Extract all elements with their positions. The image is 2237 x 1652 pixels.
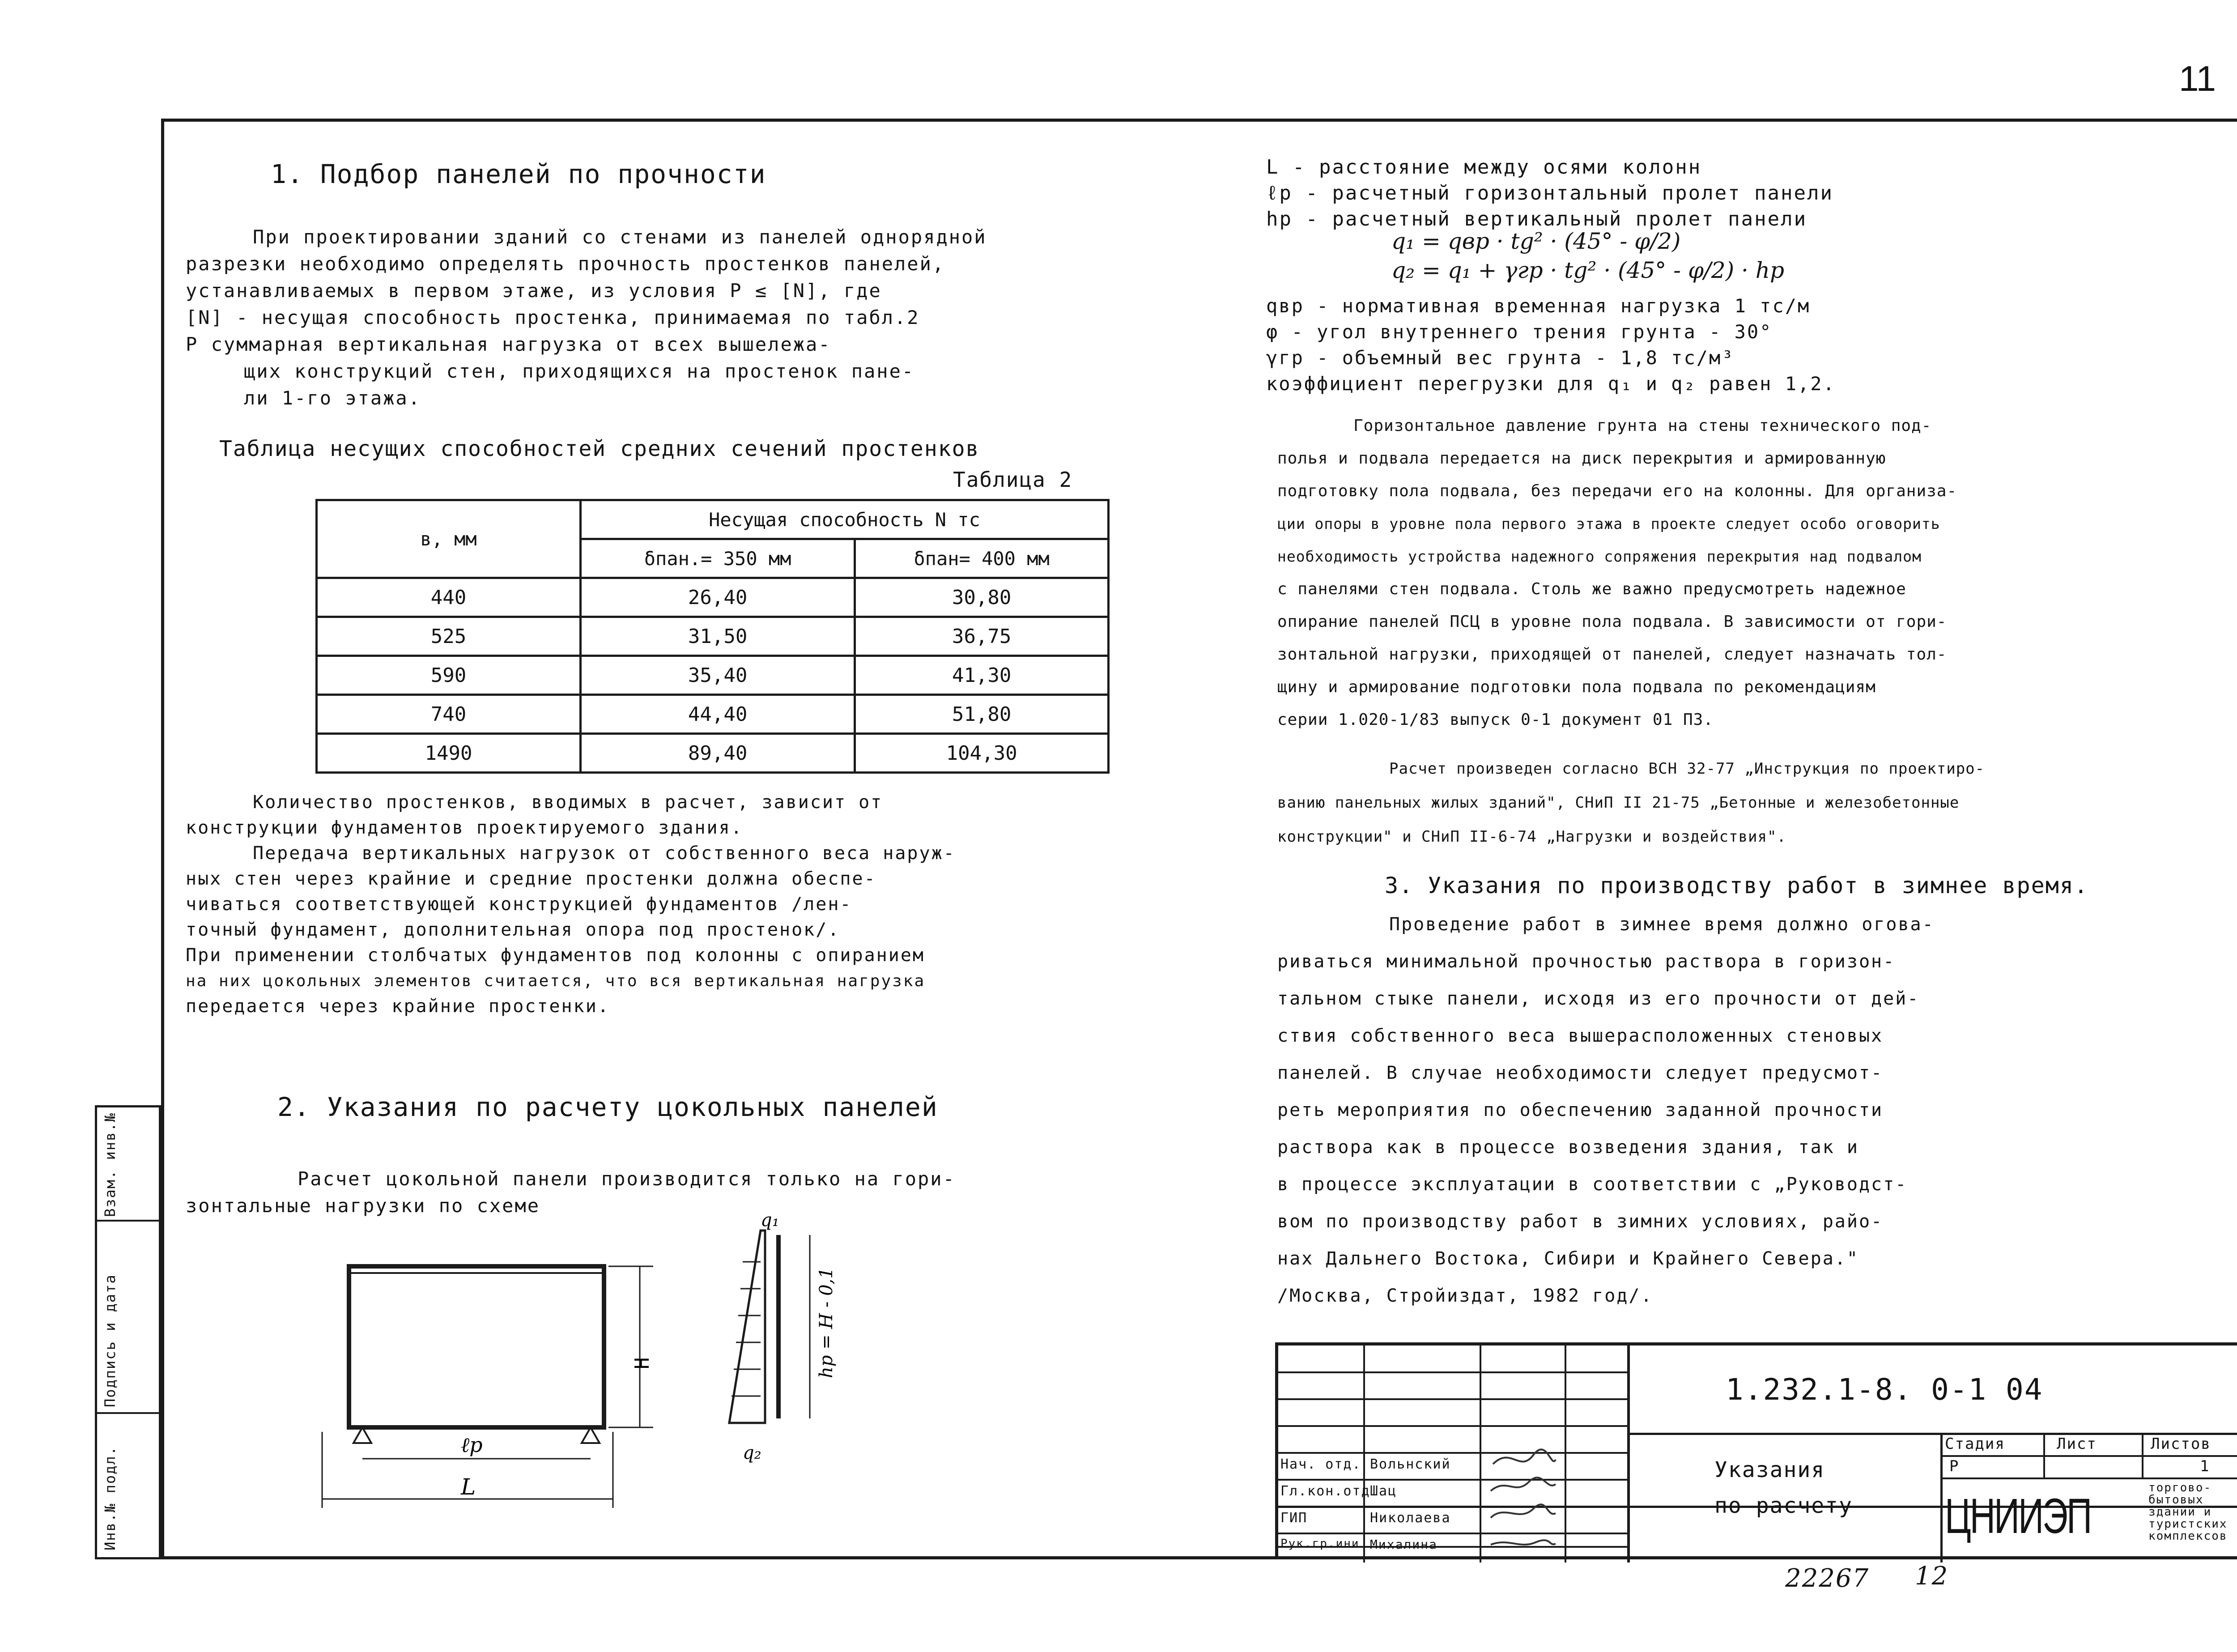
def-line: L - расстояние между осями колонн <box>1266 156 1702 179</box>
name-1: Вольнский <box>1370 1456 1451 1472</box>
text-line: ванию панельных жилых зданий", СНиП II 21-75 „Бетонные и железобетонные <box>1277 794 1960 812</box>
q1-label: q₁ <box>761 1210 779 1230</box>
q2-label: q₂ <box>743 1443 761 1463</box>
table-row <box>317 656 1109 695</box>
text-line: Проведение работ в зимнее время должно огова- <box>1389 914 1935 935</box>
pressure-trapezoid <box>729 1230 765 1423</box>
text-line: При применении столбчатых фундаментов под колонны с опиранием <box>186 945 925 966</box>
support-left <box>353 1427 371 1443</box>
right-paragraph-3 <box>1277 906 1935 1315</box>
text-line: P суммарная вертикальная нагрузка от всех вышележа- <box>186 333 831 355</box>
side-label-signature: Подпись и дата <box>102 1274 119 1407</box>
text-line: риваться минимальной прочностью раствора в горизон- <box>1277 951 1896 972</box>
table-label: Таблица 2 <box>953 468 1073 492</box>
text-line: разрезки необходимо определять прочность простенков панелей, <box>186 253 945 275</box>
text-line: нах Дальнего Востока, Сибири и Крайнего Севера." <box>1277 1248 1859 1269</box>
right-paragraph-2 <box>1277 752 1985 854</box>
grid-line <box>1278 1533 1627 1534</box>
formula-q2: q₂ = q₁ + γгр · tg² · (45° - φ/2) · hр <box>1391 257 1785 283</box>
grid-line <box>1278 1371 1627 1373</box>
col-b-header: в, мм <box>317 500 581 578</box>
grid-line <box>1278 1425 1627 1427</box>
table-row <box>317 695 1109 734</box>
archive-sheet: 12 <box>1915 1562 1949 1591</box>
grid-line <box>1278 1452 1627 1454</box>
def-line: γгр - объемный вес грунта - 1,8 тс/м³ <box>1266 347 1735 369</box>
cell-v400: 36,75 <box>855 617 1109 656</box>
def-line: qвр - нормативная временная нагрузка 1 тс/м <box>1266 295 1811 317</box>
sheets-header: Листов <box>2151 1435 2211 1453</box>
side-label-inventory: Инв.№ подл. <box>102 1446 119 1550</box>
def-line: ℓр - расчетный горизонтальный пролет панели <box>1266 182 1833 204</box>
text-line: полья и подвала передается на диск перекрытия и армированную <box>1277 449 1886 468</box>
page-number: 11 <box>2179 59 2216 98</box>
grid-line <box>1480 1345 1481 1563</box>
side-cell-3 <box>97 1414 159 1557</box>
text-line: с панелями стен подвала. Столь же важно предусмотреть надежное <box>1277 580 1906 598</box>
text-line: ствия собственного веса вышерасположенных стеновых <box>1277 1026 1884 1046</box>
text-line: серии 1.020-1/83 выпуск 0-1 документ 01 ПЗ. <box>1277 711 1714 729</box>
name-4: Михалина <box>1370 1537 1437 1552</box>
table-row <box>317 578 1109 617</box>
text-line: ных стен через крайние и средние простенки должна обеспе- <box>186 869 876 889</box>
text-line: панелей. В случае необходимости следует предусмот- <box>1277 1063 1884 1083</box>
text-line: подготовку пола подвала, без передачи его на колонны. Для организа- <box>1277 482 1957 500</box>
text-line: конструкции фундаментов проектируемого здания. <box>186 817 743 838</box>
grid-line <box>2043 1433 2045 1477</box>
role-3: ГИП <box>1280 1510 1308 1526</box>
definitions-block <box>1266 154 1833 232</box>
cell-v350: 35,40 <box>581 656 855 695</box>
cell-v400: 104,30 <box>855 734 1109 773</box>
side-cell-1 <box>97 1107 159 1222</box>
text-line: опирание панелей ПСЦ в уровне пола подвала. В зависимости от гори- <box>1277 613 1947 631</box>
cell-v400: 41,30 <box>855 656 1109 695</box>
sheet-header: Лист <box>2057 1435 2097 1453</box>
grid-line <box>1278 1479 1627 1481</box>
text-line: Количество простенков, вводимых в расчет, зависит от <box>253 792 883 813</box>
cell-b: 525 <box>317 617 581 656</box>
grid-line <box>1627 1433 2237 1435</box>
side-strip <box>95 1105 161 1559</box>
text-line: Передача вертикальных нагрузок от собственного веса наруж- <box>253 843 956 864</box>
grid-line <box>1940 1455 2237 1457</box>
text-line: При проектировании зданий со стенами из панелей однорядной <box>253 226 987 248</box>
table-title: Таблица несущих способностей средних сечений простенков <box>219 436 980 461</box>
org-line: зданий и <box>2148 1505 2212 1519</box>
text-line: на них цокольных элементов считается, что вся вертикальная нагрузка <box>186 972 926 990</box>
text-line: передается через крайние простенки. <box>186 996 610 1017</box>
cell-v350: 26,40 <box>581 578 855 617</box>
grid-line <box>1940 1433 1943 1563</box>
org-name <box>2148 1482 2228 1542</box>
grid-line <box>1940 1477 2237 1479</box>
signatures <box>1484 1446 1560 1560</box>
text-line: необходимость устройства надежного сопряжения перекрытия над подвалом <box>1277 548 1922 565</box>
definitions-block-2 <box>1266 293 1836 397</box>
section1-title: 1. Подбор панелей по прочности <box>271 159 766 189</box>
cell-v350: 44,40 <box>581 695 855 734</box>
col-group-header: Несущая способность N тс <box>581 500 1109 539</box>
title-block <box>1275 1342 2237 1559</box>
text-line: /Москва, Стройиздат, 1982 год/. <box>1277 1286 1653 1306</box>
hp-label: hр = H - 0,1 <box>816 1267 837 1378</box>
role-1: Нач. отд. <box>1280 1456 1361 1472</box>
archive-number: 22267 <box>1785 1564 1870 1593</box>
side-cell-2 <box>97 1222 159 1414</box>
text-line: реть мероприятия по обеспечению заданной прочности <box>1277 1100 1884 1120</box>
cell-b: 440 <box>317 578 581 617</box>
right-paragraph-1 <box>1277 409 1957 736</box>
cell-b: 590 <box>317 656 581 695</box>
text-line: ции опоры в уровне пола первого этажа в проекте следует особо оговорить <box>1277 515 1940 532</box>
col-400-header: δпан= 400 мм <box>855 539 1109 578</box>
text-line: раствора как в процессе возведения здания, так и <box>1277 1137 1859 1158</box>
signature-1 <box>1493 1449 1556 1464</box>
signature-3 <box>1491 1504 1556 1518</box>
org-line: торгово- <box>2148 1481 2212 1494</box>
name-3: Николаева <box>1370 1510 1451 1526</box>
section3-title: 3. Указания по производству работ в зимнее время. <box>1385 873 2089 898</box>
def-line: коэффициент перегрузки для q₁ и q₂ равен 1,2. <box>1266 373 1836 395</box>
def-line: hр - расчетный вертикальный пролет панели <box>1266 208 1807 230</box>
text-line: щих конструкций стен, приходящихся на простенок пане- <box>244 360 915 382</box>
lp-label: ℓр <box>461 1433 483 1457</box>
name-2: Шац <box>1370 1483 1397 1499</box>
support-right <box>582 1427 600 1443</box>
L-label: L <box>461 1474 476 1500</box>
stage-header: Стадия <box>1945 1435 2005 1453</box>
cell-b: 740 <box>317 695 581 734</box>
grid-line <box>1278 1398 1627 1400</box>
text-line: [N] - несущая способность простенка, принимаемая по табл.2 <box>186 307 920 328</box>
text-line: Горизонтальное давление грунта на стены технического под- <box>1353 417 1932 435</box>
formula-q1: q₁ = qвр · tg² · (45° - φ/2) <box>1391 228 1681 254</box>
role-2: Гл.кон.отд <box>1280 1483 1370 1499</box>
section2-title: 2. Указания по расчету цокольных панелей <box>277 1092 938 1122</box>
table-row <box>317 734 1109 773</box>
text-line: точный фундамент, дополнительная опора под простенок/. <box>186 920 840 940</box>
text-line: ли 1-го этажа. <box>244 387 421 409</box>
table-row <box>317 617 1109 656</box>
text-line: Расчет цокольной панели производится только на гори- <box>298 1168 956 1190</box>
text-line: зонтальные нагрузки по схеме <box>186 1195 540 1217</box>
document-code: 1.232.1-8. 0-1 04 <box>1726 1372 2043 1407</box>
stage-value: Р <box>1949 1457 1960 1475</box>
side-label-replaced: Взам. инв.№ <box>102 1112 119 1217</box>
cell-v350: 31,50 <box>581 617 855 656</box>
text-line: в процессе эксплуатации в соответствии с „Руководст- <box>1277 1174 1908 1195</box>
doc-title-line2: по расчету <box>1714 1493 1853 1518</box>
cell-b: 1490 <box>317 734 581 773</box>
section1-intro <box>186 224 987 412</box>
doc-title-line1: Указания <box>1714 1457 1825 1482</box>
section1-after <box>186 790 956 1019</box>
col-350-header: δпан.= 350 мм <box>581 539 855 578</box>
cell-v400: 51,80 <box>855 695 1109 734</box>
signature-4 <box>1491 1540 1556 1545</box>
signature-2 <box>1491 1477 1556 1491</box>
text-line: чиваться соответствующей конструкцией фундаментов /лен- <box>186 894 852 915</box>
grid-line <box>2142 1433 2143 1477</box>
org-line: туристских <box>2148 1517 2228 1531</box>
text-line: щину и армирование подготовки пола подвала по рекомендациям <box>1277 678 1876 696</box>
def-line: φ - угол внутреннего трения грунта - 30° <box>1266 321 1773 343</box>
strength-table <box>315 499 1110 774</box>
org-line: бытовых <box>2148 1493 2204 1507</box>
grid-line <box>1363 1345 1365 1563</box>
h-label: H <box>631 1357 654 1369</box>
sheets-value: 1 <box>2200 1457 2210 1475</box>
org-logo: ЦНИИЭП <box>1945 1489 2091 1544</box>
text-line: Расчет произведен согласно ВСН 32-77 „Инструкция по проектиро- <box>1389 760 1985 778</box>
panel-rectangle <box>349 1266 604 1427</box>
grid-line <box>1627 1345 1630 1563</box>
text-line: вом по производству работ в зимних условиях, райо- <box>1277 1211 1884 1232</box>
panel-scheme-diagram <box>313 1208 872 1530</box>
grid-line <box>1565 1345 1566 1563</box>
text-line: устанавливаемых в первом этаже, из условия P ≤ [N], где <box>186 280 882 302</box>
text-line: конструкции" и СНиП II-6-74 „Нагрузки и воздействия". <box>1277 828 1786 846</box>
text-line: зонтальной нагрузки, приходящей от панелей, следует назначать тол- <box>1277 645 1947 664</box>
cell-v350: 89,40 <box>581 734 855 773</box>
text-line: тальном стыке панели, исходя из его прочности от дей- <box>1277 988 1920 1009</box>
cell-v400: 30,80 <box>855 578 1109 617</box>
org-line: комплексов <box>2148 1529 2228 1543</box>
role-4: Рук.гр.ини <box>1280 1537 1360 1550</box>
